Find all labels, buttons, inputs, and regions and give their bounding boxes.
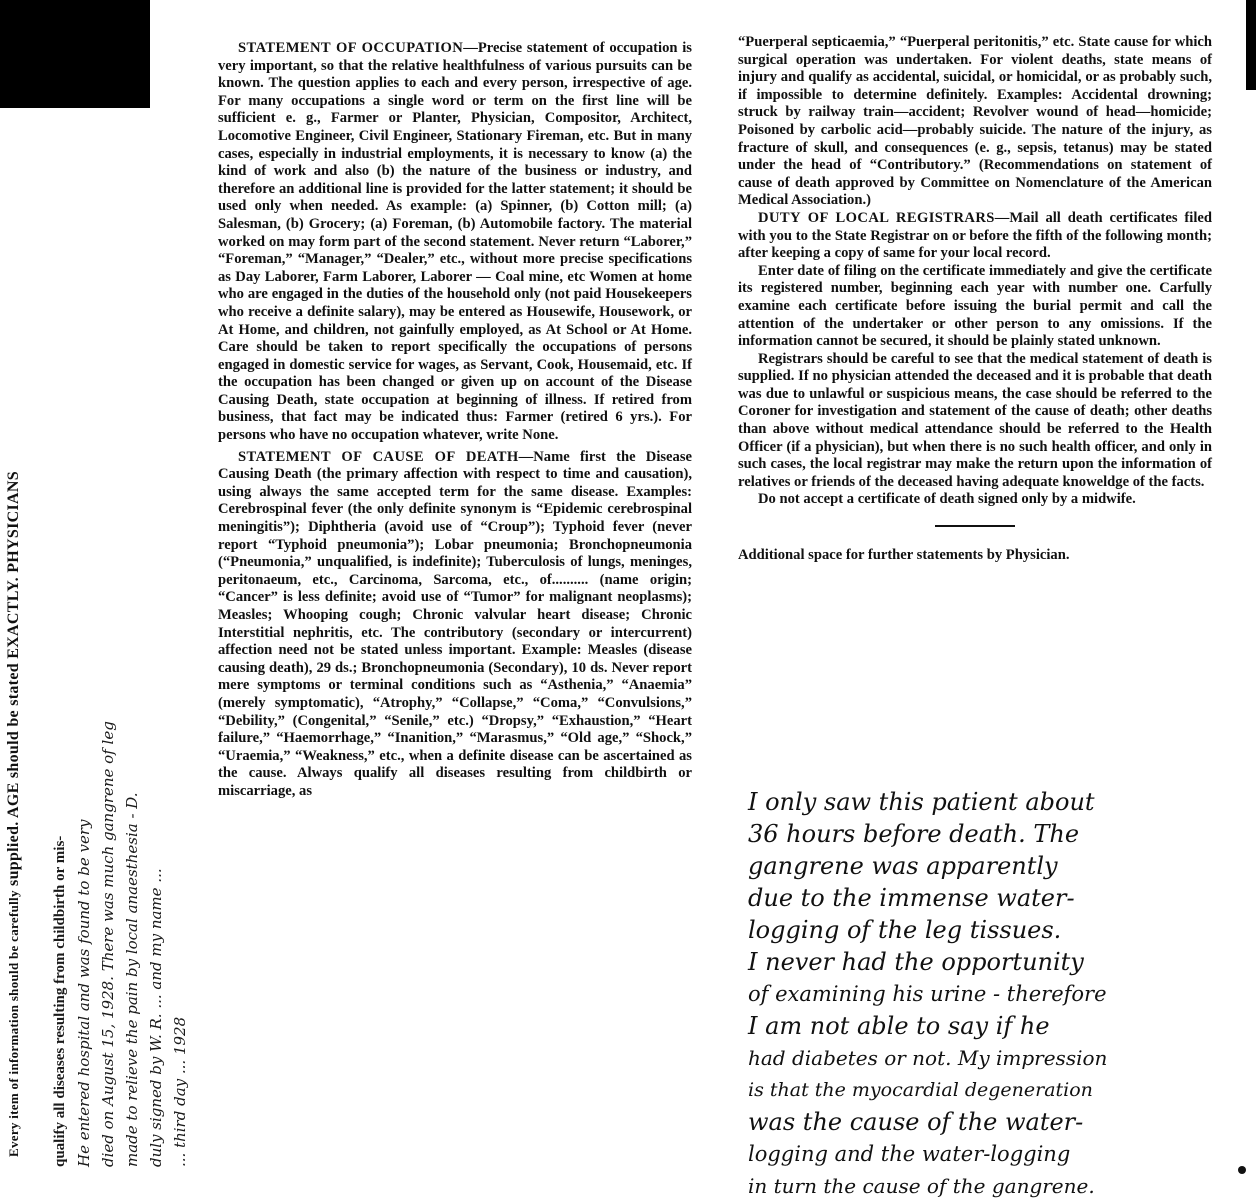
careful-paragraph: Registrars should be careful to see that the medical statement of death is supplied. If no physician attended the deceased and it is probable that death was due to unlawful or suspicious means, the case should be referred to the Coroner for investigation and statement of the cause of death; other deaths than above without medical attendance should be referred to the Health Officer (if a physician), but when there is no such health officer, and only in such cases, the local registrar may make the return upon the information of relatives or friends of the deceased having adequate knoweldge of the facts. <box>738 350 1212 490</box>
registrar-heading: DUTY OF LOCAL REGISTRARS <box>758 209 995 226</box>
handwriting-line: due to the immense water- <box>748 884 1075 912</box>
occupation-heading: STATEMENT OF OCCUPATION <box>238 40 464 56</box>
margin-hand-line: died on August 15, 1928. There was much gangrene of leg <box>99 721 117 1167</box>
handwriting-line: was the cause of the water- <box>748 1108 1084 1136</box>
handwriting-line: logging of the leg tissues. <box>748 916 1062 944</box>
registrar-text: —Mail all death certificates filed with you to the State Registrar on or before the fifth of the following month; after keeping a copy of same for your local record. <box>738 209 1212 262</box>
cause-continuation: “Puerperal septicaemia,” “Puerperal peritonitis,” etc. State cause for which surgical operation was undertaken. For violent deaths, state means of injury and qualify as accidental, suicidal, or homicidal, or as probably such, if impossible to determine definitely. Examples: Accidental drowning; struck by railway train—accident; Revolver wound of head—homicide; Poisoned by carbolic acid—probably suicide. The nature of the injury, as fracture of skull, and consequences (e. g., sepsis, tetanus) may be stated under the head of “Contributory.” (Recommendations on statement of cause of death approved by Committee on Nomenclature of the American Medical Association.) <box>738 34 1212 209</box>
handwriting-line: I am not able to say if he <box>748 1012 1050 1040</box>
occupation-section <box>218 40 692 445</box>
cause-section <box>218 449 692 801</box>
midwife-paragraph: Do not accept a certificate of death signed only by a midwife. <box>758 491 1136 508</box>
column-right <box>738 34 1212 565</box>
ink-dot <box>1238 1166 1246 1174</box>
margin-hand-line: ... third day ... 1928 <box>171 1016 189 1167</box>
physician-handwritten-statement <box>748 786 1248 1202</box>
occupation-text: —Precise statement of occupation is very important, so that the relative healthfulness of various pursuits can be known. The question applies to each and every person, irrespective of age. For many occupations a single word or term on the first line will be sufficient e. g., Farmer or Planter, Physician, Compositor, Architect, Locomotive Engineer, Civil Engineer, Stationary Fireman, etc. But in many cases, especially in industrial employments, it is necessary to know (a) the kind of work and also (b) the nature of the business or industry, and therefore an additional line is provided for the latter statement; it should be used only when needed. As example: (a) Spinner, (b) Cotton mill; (a) Salesman, (b) Grocery; (a) Foreman, (b) Automobile factory. The material worked on may form part of the second statement. Never return “Laborer,” “Foreman,” “Manager,” “Dealer,” etc., without more precise specifications as Day Laborer, Farm Laborer, Laborer — Coal mine, etc Women at home who are engaged in the duties of the household only (not paid Housekeepers who receive a definite salary), may be entered as Housewife, Housework, or At Home, and children, not gainfully employed, as At School or At Home. Care should be taken to report specifically the occupations of persons engaged in domestic service for wages, as Servant, Cook, Housemaid, etc. If the occupation has been changed or given up on account of the Disease Causing Death, state occupation at beginning of illness. If retired from business, that fact may be indicated thus: Farmer (retired 6 yrs.). For persons who have no occupation whatever, write None. <box>218 40 692 444</box>
handwriting-line: of examining his urine - therefore <box>748 982 1107 1006</box>
handwriting-line: gangrene was apparently <box>748 852 1058 880</box>
handwriting-line: I only saw this patient about <box>748 788 1095 816</box>
handwriting-line: had diabetes or not. My impression <box>748 1046 1108 1070</box>
separator-rule <box>935 525 1015 527</box>
filing-paragraph: Enter date of filing on the certificate immediately and give the certificate its registered number, beginning each year with number one. Carfully examine each certificate before issuing the burial permit and call the attention of the undertaker or other person to any omissions. If the information cannot be secured, it should be plainly stated unknown. <box>738 262 1212 350</box>
cause-heading: STATEMENT OF CAUSE OF DEATH <box>238 448 519 465</box>
handwriting-line: in turn the cause of the gangrene. <box>748 1174 1095 1198</box>
registrar-section <box>738 210 1212 263</box>
additional-space-label: Additional space for further statements by Physician. <box>738 547 1070 564</box>
column-left <box>218 40 692 801</box>
handwriting-line: 36 hours before death. The <box>748 820 1080 848</box>
rotated-margin <box>0 108 200 1187</box>
margin-printed-small: Every item of information should be carefully <box>6 890 21 1157</box>
handwriting-line: logging and the water-logging <box>748 1142 1071 1166</box>
margin-hand-line: He entered hospital and was found to be very <box>75 819 93 1167</box>
scan-black-margin <box>0 0 150 108</box>
margin-print-fragment: qualify all diseases resulting from childbirth or mis- <box>52 835 68 1167</box>
margin-hand-line: made to relieve the pain by local anaesthesia - D. <box>123 792 141 1167</box>
margin-handwriting <box>48 117 192 1167</box>
left-margin-strip <box>0 108 200 1187</box>
margin-printed-text <box>4 117 24 1157</box>
cause-text: —Name first the Disease Causing Death (the primary affection with respect to time and causation), using always the same accepted term for the same disease. Examples: Cerebrospinal fever (the only definite synonym is “Epidemic cerebrospinal meningitis”); Diphtheria (avoid use of “Croup”); Typhoid fever (never report “Typhoid pneumonia”); Lobar pneumonia; Bronchopneumonia (“Pneumonia,” unqualified, is indefinite); Tuberculosis of lungs, meninges, peritonaeum, etc., Carcinoma, Sarcoma, etc., of.......... (name origin; “Cancer” is less definite; avoid use of “Tumor” for malignant neoplasms); Measles; Whooping cough; Chronic valvular heart disease; Chronic Interstitial nephritis, etc. The contributory (secondary or intercurrent) affection need not be stated unless important. Example: Measles (disease causing death), 29 ds.; Bronchopneumonia (Secondary), 10 ds. Never report mere symptoms or terminal conditions such as “Asthenia,” “Anaemia” (merely symptomatic), “Atrophy,” “Collapse,” “Coma,” “Convulsions,” “Debility,” (Congenital,” “Senile,” etc.) “Dropsy,” “Exhaustion,” “Heart failure,” “Haemorrhage,” “Inanition,” “Marasmus,” “Old age,” “Shock,” “Uraemia,” “Weakness,” etc., when a definite disease can be ascertained as the cause. Always qualify all diseases resulting from childbirth or miscarriage, as <box>218 448 692 799</box>
margin-printed-main: supplied. AGE should be stated EXACTLY. PHYSICIANS <box>5 471 22 886</box>
margin-hand-line: duly signed by W. R. ... and my name ... <box>147 868 165 1167</box>
scan-right-edge <box>1246 0 1256 90</box>
handwriting-line: I never had the opportunity <box>748 948 1084 976</box>
handwriting-line: is that the myocardial degeneration <box>748 1079 1093 1101</box>
